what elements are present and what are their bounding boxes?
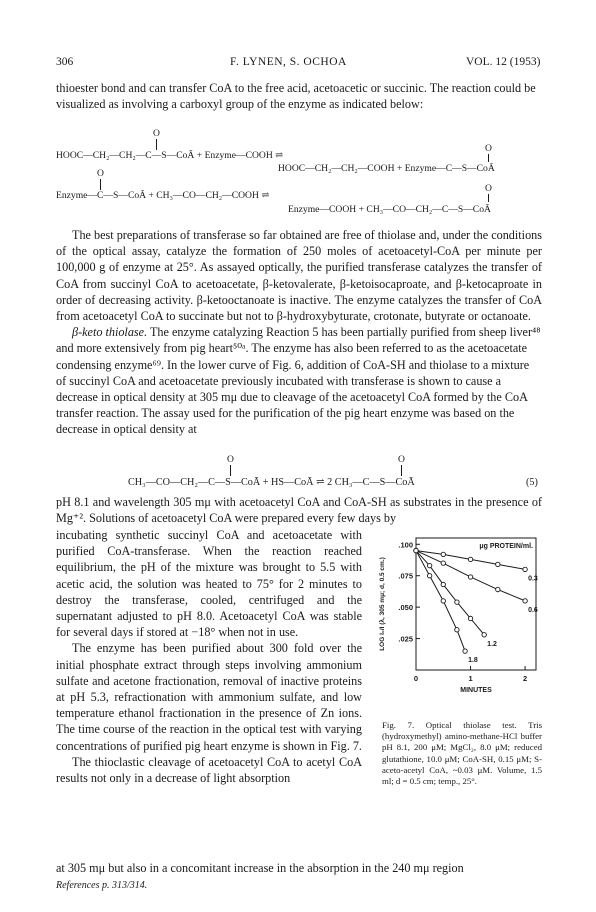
running-authors: F. LYNEN, S. OCHOA — [230, 56, 347, 68]
left-column — [56, 527, 362, 786]
eq5-bond-a — [230, 465, 231, 476]
data-point — [468, 557, 472, 561]
data-point — [427, 563, 431, 567]
intro-text: thioester bond and can transfer CoA to the free acid, acetoacetic or succinic. The reaction could be visualized as involving a carboxyl group of the enzyme as indicated below: — [56, 81, 536, 112]
series-line — [416, 551, 484, 635]
eq2-right-bond — [488, 194, 489, 202]
x-tick-label: 1 — [468, 674, 473, 683]
x-tick-label: 0 — [413, 674, 419, 683]
data-point — [441, 599, 445, 603]
y-tick-label: .100 — [398, 540, 413, 550]
chart-axes — [416, 538, 536, 670]
y-axis-label: LOG I₀/I (λ, 305 mμ; d, 0.5 cm.) — [379, 557, 386, 651]
data-point — [427, 574, 431, 578]
data-point — [468, 575, 472, 579]
eq5-oxygen-a: O — [227, 454, 234, 465]
thiolase-paragraph — [56, 324, 542, 437]
series-label: 1.8 — [468, 657, 478, 665]
column-text-3: The thioclastic cleavage of acetoacetyl CoA to acetyl CoA results not only in a decrease of light absorption — [56, 754, 362, 786]
figure-caption: Fig. 7. Optical thiolase test. Tris (hydroxymethyl) amino-methane-HCl buffer pH 8.1, 200 μM; MgCl₂, 8.0 μM; reduced glutathione, 10.0 μM; CoA-SH, 0.15 μM; S-aceto-acetyl CoA, ~0.03 μM. Volume, 1.5 ml; d = 0.5 cm; temp., 25°. — [382, 720, 542, 787]
data-point — [496, 587, 500, 591]
y-tick-label: .050 — [398, 603, 413, 613]
equation-5-number: (5) — [526, 477, 538, 488]
eq1-right-oxygen: O — [485, 143, 492, 154]
figure-7-chart — [368, 530, 544, 712]
data-point — [523, 567, 527, 571]
data-point — [523, 599, 527, 603]
equation-2-right: Enzyme—COOH + CH₃—CO—CH₂—C—S—CoĀ — [288, 204, 491, 215]
data-point — [468, 616, 472, 620]
volume-info: VOL. 12 (1953) — [466, 56, 541, 68]
chart-ticks — [416, 544, 525, 670]
data-point — [463, 649, 467, 653]
ph-text: pH 8.1 and wavelength 305 mμ with acetoacetyl CoA and CoA-SH as substrates in the presence of Mg⁺². Solutions of acetoacetyl CoA were prepared every few days by — [56, 495, 542, 526]
references-note: References p. 313/314. — [56, 880, 148, 891]
equation-2-left: Enzyme—C—S—CoĀ + CH₃—CO—CH₂—COOH ⇌ — [56, 190, 270, 201]
data-point — [441, 582, 445, 586]
final-line — [56, 860, 542, 876]
eq5-bond-b — [401, 465, 402, 476]
eq1-right-bond — [488, 154, 489, 162]
data-point — [455, 628, 459, 632]
column-text-2: The enzyme has been purified about 300 fold over the initial phosphate extract through steps involving ammonium sulfate and acetone fractionation, removal of inactive proteins at pH 5.3, refractionation with ammonium sulfate, and low temperature ethanol fractionation in the presence of Zn ions. The time course of the reaction in the optical test with varying concentrations of purified pig heart enzyme is shown in Fig. 7. — [56, 641, 362, 753]
equation-1-right: HOOC—CH₂—CH₂—COOH + Enzyme—C—S—CoĀ — [278, 163, 495, 174]
chart-series — [414, 548, 527, 653]
data-point — [482, 633, 486, 637]
series-label: 0.6 — [528, 606, 538, 614]
chart-labels — [378, 540, 538, 694]
series-label: 1.2 — [487, 640, 497, 648]
legend-title: μg PROTEIN/ml. — [479, 543, 533, 550]
eq1-bond — [156, 139, 157, 150]
equation-5: CH₃—CO—CH₂—C—S—CoĀ + HS—CoĀ ⇌ 2 CH₃—C—S—CoĀ — [128, 477, 415, 488]
eq2-bond — [100, 179, 101, 190]
eq2-right-oxygen: O — [485, 183, 492, 194]
page-number: 306 — [56, 56, 74, 68]
final-line-text: at 305 mμ but also in a concomitant increase in the absorption in the 240 mμ region — [56, 861, 464, 875]
data-point — [441, 552, 445, 556]
transferase-paragraph: The best preparations of transferase so far obtained are free of thiolase and, under the conditions of the optical assay, catalyze the formation of 250 moles of acetoacetyl-CoA per minute per 100,000 g of enzyme at 25°. As assayed optically, the purified transferase catalyzes the transfer of CoA from succinyl CoA to acetoacetate, β-ketovalerate, β-ketoisocaproate, and β-ketocaproate in order of decreasing activity. β-ketooctanoate is inactive. The enzyme catalyzes the transfer of CoA from acetoacetyl CoA to succinate but not to β-hydroxybyturate, crotonate, butyrate or octanoate. — [56, 228, 542, 324]
x-axis-label: MINUTES — [460, 687, 492, 694]
body-paragraphs — [56, 227, 542, 438]
column-text-1: incubating synthetic succinyl CoA and acetoacetate with purified CoA-transferase. When the reaction reached equilibrium, the pH of the mixture was brought to 5.5 with acetic acid, the solution was heated to 75° for 2 minutes to destroy the transferase, cooled, centrifuged and the supernatant adjusted to pH 8.0. Acetoacetyl CoA was stable for several days if stored at −18° when not in use. — [56, 528, 362, 640]
data-point — [414, 548, 418, 552]
x-tick-label: 2 — [523, 674, 528, 683]
data-point — [455, 600, 459, 604]
thiolase-heading: β-keto thiolase. — [72, 325, 148, 340]
plot-frame — [416, 538, 536, 670]
y-tick-label: .025 — [398, 634, 413, 644]
y-tick-label: .075 — [398, 571, 413, 581]
eq1-oxygen: O — [153, 128, 160, 139]
eq5-oxygen-b: O — [398, 454, 405, 465]
intro-paragraph — [56, 80, 542, 112]
eq2-oxygen: O — [97, 168, 104, 179]
thiolase-text: The enzyme catalyzing Reaction 5 has been partially purified from sheep liver⁴⁸ and more extensively from pig heart⁵⁰ᵃ. The enzyme has also been referred to as the acetoacetate condensing enzyme⁶⁹. In the lower curve of Fig. 6, addition of CoA-SH and thiolase to a mixture of succinyl CoA and acetoacetate previously incubated with transferase is shown to cause a decrease in optical density at 305 mμ due to cleavage of the acetoacetyl CoA formed by the CoA transfer reaction. The assay used for the purification of the pig heart enzyme was based on the decrease in optical density at — [56, 325, 541, 437]
data-point — [496, 562, 500, 566]
data-point — [441, 561, 445, 565]
equation-1-left: HOOC—CH₂—CH₂—C—S—CoĀ + Enzyme—COOH ⇌ — [56, 150, 284, 161]
ph-paragraph — [56, 494, 542, 526]
series-label: 0.3 — [528, 575, 538, 583]
